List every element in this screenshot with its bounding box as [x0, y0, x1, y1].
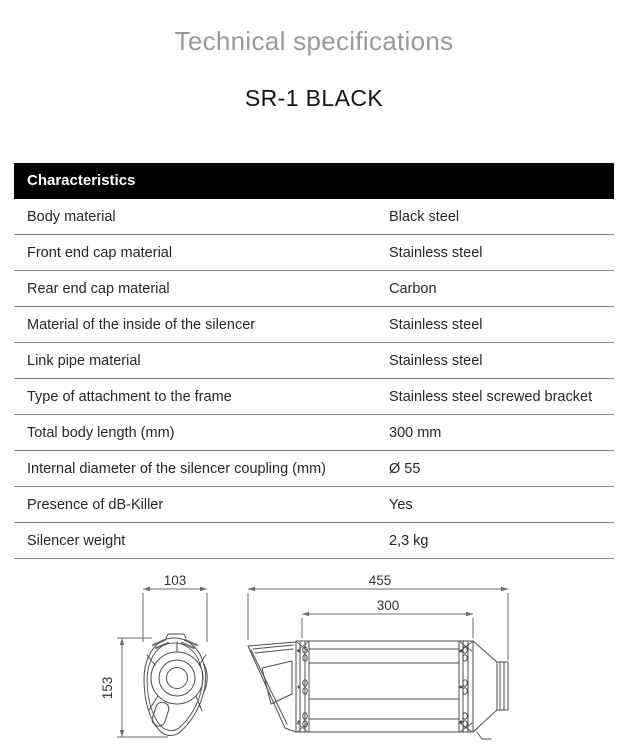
- silencer-end-view: [144, 634, 207, 736]
- band-rivets: [298, 650, 463, 724]
- dimension-labels: [100, 573, 399, 699]
- spec-label: Total body length (mm): [27, 424, 175, 441]
- spec-label: Presence of dB-Killer: [27, 496, 164, 513]
- spec-value: Ø 55: [389, 460, 421, 477]
- table-row: [14, 235, 614, 271]
- dim-body-length: 300: [376, 598, 400, 613]
- dim-total-length: 455: [368, 573, 392, 588]
- spec-value: 300 mm: [389, 424, 442, 441]
- spec-value: Yes: [389, 496, 413, 513]
- spec-value: 2,3 kg: [389, 532, 429, 549]
- dim-end-view-height: 153: [100, 676, 115, 700]
- table-row: [14, 415, 614, 451]
- spec-label: Type of attachment to the frame: [27, 388, 232, 405]
- table-row: [14, 307, 614, 343]
- table-row: [14, 379, 614, 415]
- table-row: [14, 487, 614, 523]
- spec-label: Link pipe material: [27, 352, 141, 369]
- table-row: [14, 451, 614, 487]
- dim-end-view-width: 103: [163, 573, 187, 588]
- spec-value: Black steel: [389, 208, 460, 225]
- spec-label: Internal diameter of the silencer coupling (mm): [27, 460, 326, 477]
- body-shell: [309, 641, 459, 732]
- spec-label: Material of the inside of the silencer: [27, 316, 256, 333]
- spec-value: Stainless steel screwed bracket: [389, 388, 593, 405]
- table-row: [14, 523, 614, 559]
- spec-value: Stainless steel: [389, 352, 483, 369]
- page-title: Technical specifications: [174, 26, 454, 56]
- spec-label: Rear end cap material: [27, 280, 170, 297]
- spec-value: Carbon: [389, 280, 437, 297]
- table-row: [14, 271, 614, 307]
- spec-label: Front end cap material: [27, 244, 173, 261]
- rear-cone: [473, 641, 497, 732]
- dimension-arrows: [120, 587, 508, 737]
- spec-label: Body material: [27, 208, 116, 225]
- specifications-table: [14, 163, 614, 559]
- spec-value: Stainless steel: [389, 316, 483, 333]
- table-header: Characteristics: [14, 163, 614, 199]
- silencer-side-view: [248, 641, 508, 739]
- product-name: SR-1 BLACK: [244, 85, 384, 111]
- table-row: [14, 199, 614, 235]
- spec-value: Stainless steel: [389, 244, 483, 261]
- outlet-pipe: [497, 662, 508, 710]
- technical-drawing: [0, 572, 628, 746]
- mount-hook: [477, 732, 491, 739]
- spec-label: Silencer weight: [27, 532, 126, 549]
- top-tab: [166, 634, 186, 638]
- table-row: [14, 343, 614, 379]
- front-end-cap: [248, 642, 296, 732]
